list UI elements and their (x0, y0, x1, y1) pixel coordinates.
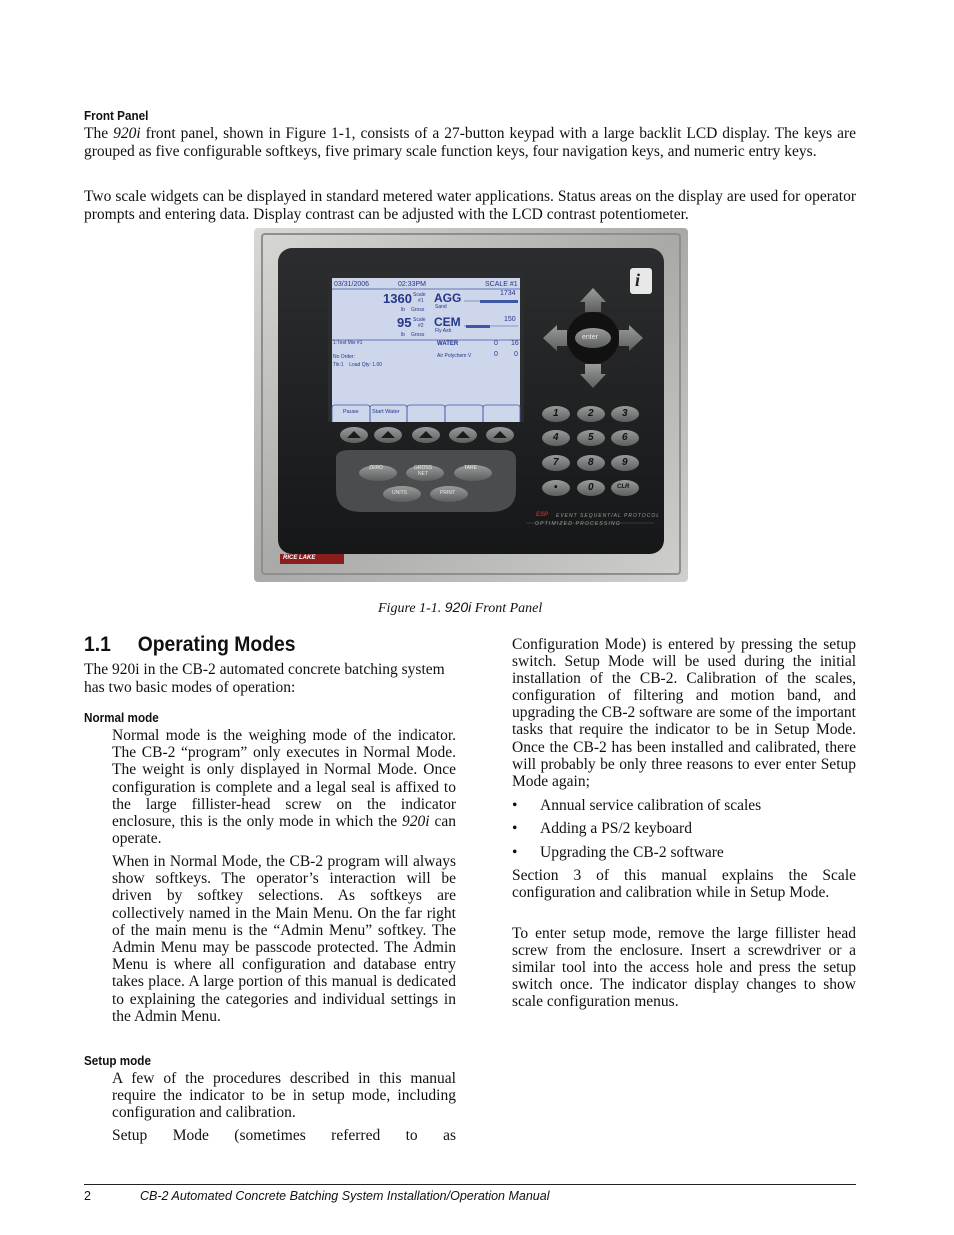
key-2[interactable]: 2 (588, 408, 594, 419)
lcd-w1-scale: Scale (413, 292, 426, 298)
setup-mode-para-3: Section 3 of this manual explains the Scale configuration and calibration while in Setup Mode. (512, 867, 856, 902)
key-1[interactable]: 1 (553, 408, 559, 419)
figure-caption: Figure 1-1. 920i Front Panel (378, 599, 543, 616)
lcd-air-a: 0 (494, 351, 498, 358)
esp-line-1: EVENT SEQUENTIAL PROTOCOL (556, 513, 661, 519)
lcd-w2-unit: lb (401, 332, 405, 338)
key-6[interactable]: 6 (622, 432, 628, 443)
normal-mode-para-1: Normal mode is the weighing mode of the indicator. The CB-2 “program” only executes in Normal Mode. The weight is only displayed in Normal Mode. Once configuration is complete and a legal seal is affixed to the large fillister-head screw on the indicator enclosure, this is the only mode in which the 920i can operate. (112, 727, 456, 848)
lcd-air-b: 0 (514, 351, 518, 358)
lcd-w1-num: #1 (418, 298, 424, 304)
lcd-w2-num: #2 (418, 323, 424, 329)
footer-rule (84, 1184, 856, 1185)
key-7[interactable]: 7 (553, 457, 559, 468)
lcd-cem: CEM (434, 315, 461, 329)
lcd-agg: AGG (434, 291, 462, 305)
key-4[interactable]: 4 (553, 432, 559, 443)
print-key[interactable]: PRINT (440, 490, 455, 496)
section-intro: The 920i in the CB-2 automated concrete batching system has two basic modes of operation: (84, 661, 445, 696)
logo-letter: i (635, 270, 641, 290)
lcd-cem-value: 150 (504, 316, 516, 323)
lcd-weight-1: 1360 (383, 291, 412, 306)
lcd-scale-name: SCALE #1 (485, 281, 518, 288)
setup-mode-para-2: Setup Mode (sometimes referred to as (112, 1127, 456, 1144)
key-8[interactable]: 8 (588, 457, 594, 468)
lcd-time: 02:33PM (398, 281, 427, 288)
lcd-w1-mode: Gross (411, 307, 425, 313)
lcd-water: WATER (437, 341, 459, 347)
key-3[interactable]: 3 (622, 408, 628, 419)
front-panel-heading: Front Panel (84, 108, 149, 123)
lcd-cem-sub: Fly Ash (435, 328, 452, 334)
key-9[interactable]: 9 (622, 457, 628, 468)
lcd-screen (332, 278, 520, 422)
normal-mode-para-2: When in Normal Mode, the CB-2 program will always show softkeys. The operator’s interaction will be driven by softkey selections. As softkeys are collectively named in the Main Menu. On the far right of the main menu is the “Admin Menu” softkey. The Admin Menu may be passcode protected. The Admin Menu is where all configuration and database entry takes place. A large portion of this manual is dedicated to explaining the categories and individual settings in the Admin Menu. (112, 853, 456, 1025)
softkey-pause[interactable]: Pause (343, 409, 359, 415)
enter-key[interactable]: enter (582, 334, 598, 341)
zero-key[interactable]: ZERO (369, 465, 383, 471)
lcd-weight-2: 95 (397, 315, 412, 330)
lcd-air: Air Polychem V (437, 353, 472, 359)
esp-logo: ESP (536, 512, 549, 518)
lcd-mix: 1:Test Mix #1 (333, 340, 363, 346)
key-5[interactable]: 5 (588, 432, 594, 443)
lcd-water-a: 0 (494, 340, 498, 347)
front-panel-figure (254, 228, 688, 582)
lcd-w2-scale: Scale (413, 317, 426, 323)
key-decimal[interactable]: • (554, 482, 558, 493)
function-key-pod (336, 450, 516, 512)
footer-title: CB-2 Automated Concrete Batching System Installation/Operation Manual (140, 1189, 550, 1203)
units-key[interactable]: UNITS (392, 490, 407, 496)
key-0[interactable]: 0 (588, 482, 594, 493)
setup-mode-para-2-cont: Configuration Mode) is entered by pressing the setup switch. Setup Mode will be used during the initial installation of the CB-2. Calibration of the scales, configuration of filtering and motion band, and upgrading the CB-2 software are some of the important tasks that require the indicator to be in Setup Mode. Once the CB-2 has been installed and calibrated, there will probably be only three reasons to ever enter Setup Mode again; (512, 636, 856, 790)
front-panel-para-1: The 920i front panel, shown in Figure 1-1, consists of a 27-button keypad with a large backlit LCD display. The keys are grouped as five configurable softkeys, five primary scale function keys, four navigation keys, and numeric entry keys. (84, 125, 856, 160)
normal-mode-heading: Normal mode (84, 710, 159, 725)
920i-logo (630, 268, 652, 294)
lcd-date: 03/31/2006 (334, 281, 370, 288)
gross-net-key[interactable]: GROSS NET (414, 465, 433, 477)
setup-mode-para-1: A few of the procedures described in this manual require the indicator to be in setup mode, including configuration and calibration. (112, 1070, 456, 1122)
setup-mode-para-4: To enter setup mode, remove the large fillister head screw from the enclosure. Insert a screwdriver or a similar tool into the access hole and press the setup switch once. The indicator display changes to show scale configuration menus. (512, 925, 856, 1011)
tare-key[interactable]: TARE (464, 465, 477, 471)
esp-line-2: OPTIMIZED PROCESSING (535, 521, 621, 527)
page-number: 2 (84, 1189, 91, 1203)
section-heading: 1.1 Operating Modes (84, 633, 296, 656)
key-clr[interactable]: CLR (617, 484, 630, 490)
softkey-start-water[interactable]: Start Water (372, 409, 400, 415)
lcd-scale-total: 1734 (500, 290, 516, 297)
front-panel-para-2: Two scale widgets can be displayed in standard metered water applications. Status areas on the display are used for operator prompts and entering data. Display contrast can be adjusted with the LCD contrast potentiometer. (84, 188, 856, 223)
lcd-w1-unit: lb (401, 307, 405, 313)
lcd-agg-sub: Sand (435, 304, 447, 310)
lcd-order: No Order: (333, 354, 355, 360)
brand-label: RICE LAKE (283, 555, 316, 561)
lcd-tik: Tik:1 Load Qty: 1.00 (333, 362, 383, 368)
setup-mode-heading: Setup mode (84, 1053, 151, 1068)
lcd-water-b: 16 (511, 340, 519, 347)
lcd-w2-mode: Gross (411, 332, 425, 338)
